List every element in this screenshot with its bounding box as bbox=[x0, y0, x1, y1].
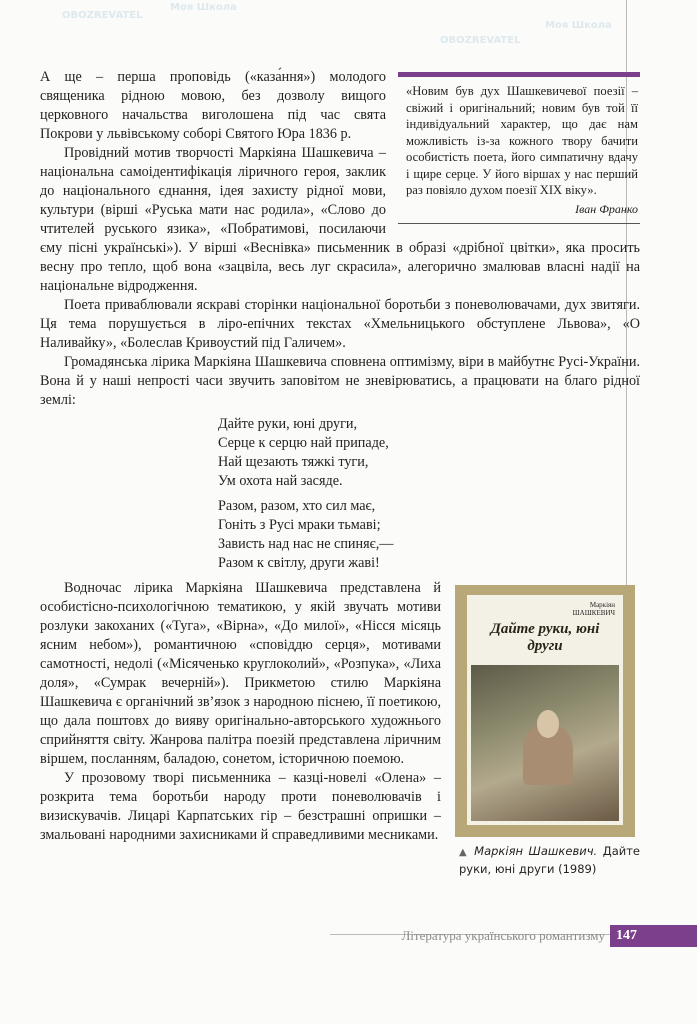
cover-author bbox=[573, 601, 615, 617]
page-body bbox=[40, 68, 640, 881]
cover-author-first: Маркіян bbox=[589, 601, 615, 609]
paragraph: Водночас лірика Маркіяна Шашкевича представлена й особистісно-психологічною тематикою, у якій звучать мотиви розлуки закоханих («Туга», «Вірна», «До милої», «Нісся місяць ясним небом»), романтичною «сповіддю серця», мотивами самотності, недолі («Місяченько круглоколий», «Розпука», «Лиха доля», «Сумрак вечерній»). Прикметою стилю Маркіяна Шашкевича є органічний зв’язок з народною піснею, її поетикою, що дала поштовх до вияву оригінально-авторського художнього сприйняття світу. Жанрова палітра поезій представлена ліричним віршем, посланням, баладою, сонетом, історичною поемою. bbox=[40, 580, 441, 767]
poem-line: Зависть над нас не спиняє,— bbox=[218, 536, 394, 552]
caption-author: Маркіян Шашкевич. bbox=[474, 844, 598, 858]
poem-stanza bbox=[218, 497, 640, 573]
cover-title: Дайте руки, юні други bbox=[490, 621, 600, 654]
poem-line: Дайте руки, юні други, bbox=[218, 416, 358, 432]
page-number: 147 bbox=[610, 925, 697, 947]
watermark: Моя Школа bbox=[545, 20, 612, 31]
poem-line: Гоніть з Русі мраки тьмаві; bbox=[218, 517, 381, 533]
quote-author: Іван Франко bbox=[575, 201, 638, 216]
book-figure bbox=[455, 585, 640, 877]
poem-line: Разом к світлу, други жаві! bbox=[218, 555, 380, 571]
poem-line: Разом, разом, хто сил має, bbox=[218, 498, 376, 514]
paragraph: У прозовому творі письменника – казці-новелі «Олена» – розкрита тема боротьби народу проти поневолювачів і визискувачів. Лицарі Карпатських гір – безстрашні опришки – змальовані народними захисниками й справедливими месниками. bbox=[40, 770, 441, 843]
poem-line: Най щезають тяжкі туги, bbox=[218, 454, 369, 470]
caption-title: Дайте руки, юні други (1989) bbox=[459, 844, 640, 876]
paragraph: Провідний мотив творчості Маркіяна Шашкевича – національна самоідентифікація ліричного героя, заклик до національного єднання, ідея захисту рідної мови, культури (вірші «Руська мати нас родила», «Слово до чтителей руського язика», «Побратимові, посилаючи єму пісні українські»). У вірші «Веснівка» письменник в образі «дрібної цвітки», яка просить весну про тепло, щоб вона «зацвіла, весь луг скрасила», алегорично змалював власні надії на національне відродження. bbox=[40, 145, 640, 294]
poem-stanza bbox=[218, 415, 640, 491]
footer-section-title: Література українського романтизму bbox=[401, 928, 605, 943]
paragraph: Поета приваблювали яскраві сторінки національної боротьби з поневолювачами, дух звитяги. Ця тема порушується в ліро-епічних текстах «Хмельницького обступлене Львова», «О Наливайку», «Болеслав Кривоустий під Галичем». bbox=[40, 297, 640, 351]
poem-line: Ум охота най засяде. bbox=[218, 473, 343, 489]
poem bbox=[218, 415, 640, 573]
paragraph: А ще – перша проповідь («каза́ння») молодого священика рідною мовою, без дозволу вищого церковного начальства виголошена під час свята Покрови у львівському соборі Святого Юра 1836 р. bbox=[40, 69, 386, 142]
triangle-icon: ▲ bbox=[459, 847, 469, 858]
quote-text: «Новим був дух Шашкевичевої поезії – свіжий і оригінальний; новим був той її індивідуальний характер, що дає нам можливість із-за кожного твору бачити особистість поета, його симпатичну вдачу і щире серце. У його віршах у нас перший раз повіяло духом поезії XIX віку». bbox=[406, 84, 638, 197]
quote-box bbox=[398, 72, 640, 224]
watermark: OBOZREVATEL bbox=[440, 35, 521, 46]
poem-line: Серце к серцю най припаде, bbox=[218, 435, 389, 451]
cover-illustration bbox=[471, 665, 619, 821]
paragraph: Громадянська лірика Маркіяна Шашкевича сповнена оптимізму, віри в майбутнє Русі-України. Вона й у наші непрості часи звучить заповітом не зневірюватись, а працювати на благо рідної землі: bbox=[40, 354, 640, 408]
cover-author-last: ШАШКЕВИЧ bbox=[572, 609, 615, 617]
watermark: Моя Школа bbox=[170, 2, 237, 13]
book-cover-image bbox=[455, 585, 635, 837]
watermark: OBOZREVATEL bbox=[62, 10, 143, 21]
figure-caption bbox=[455, 843, 640, 877]
